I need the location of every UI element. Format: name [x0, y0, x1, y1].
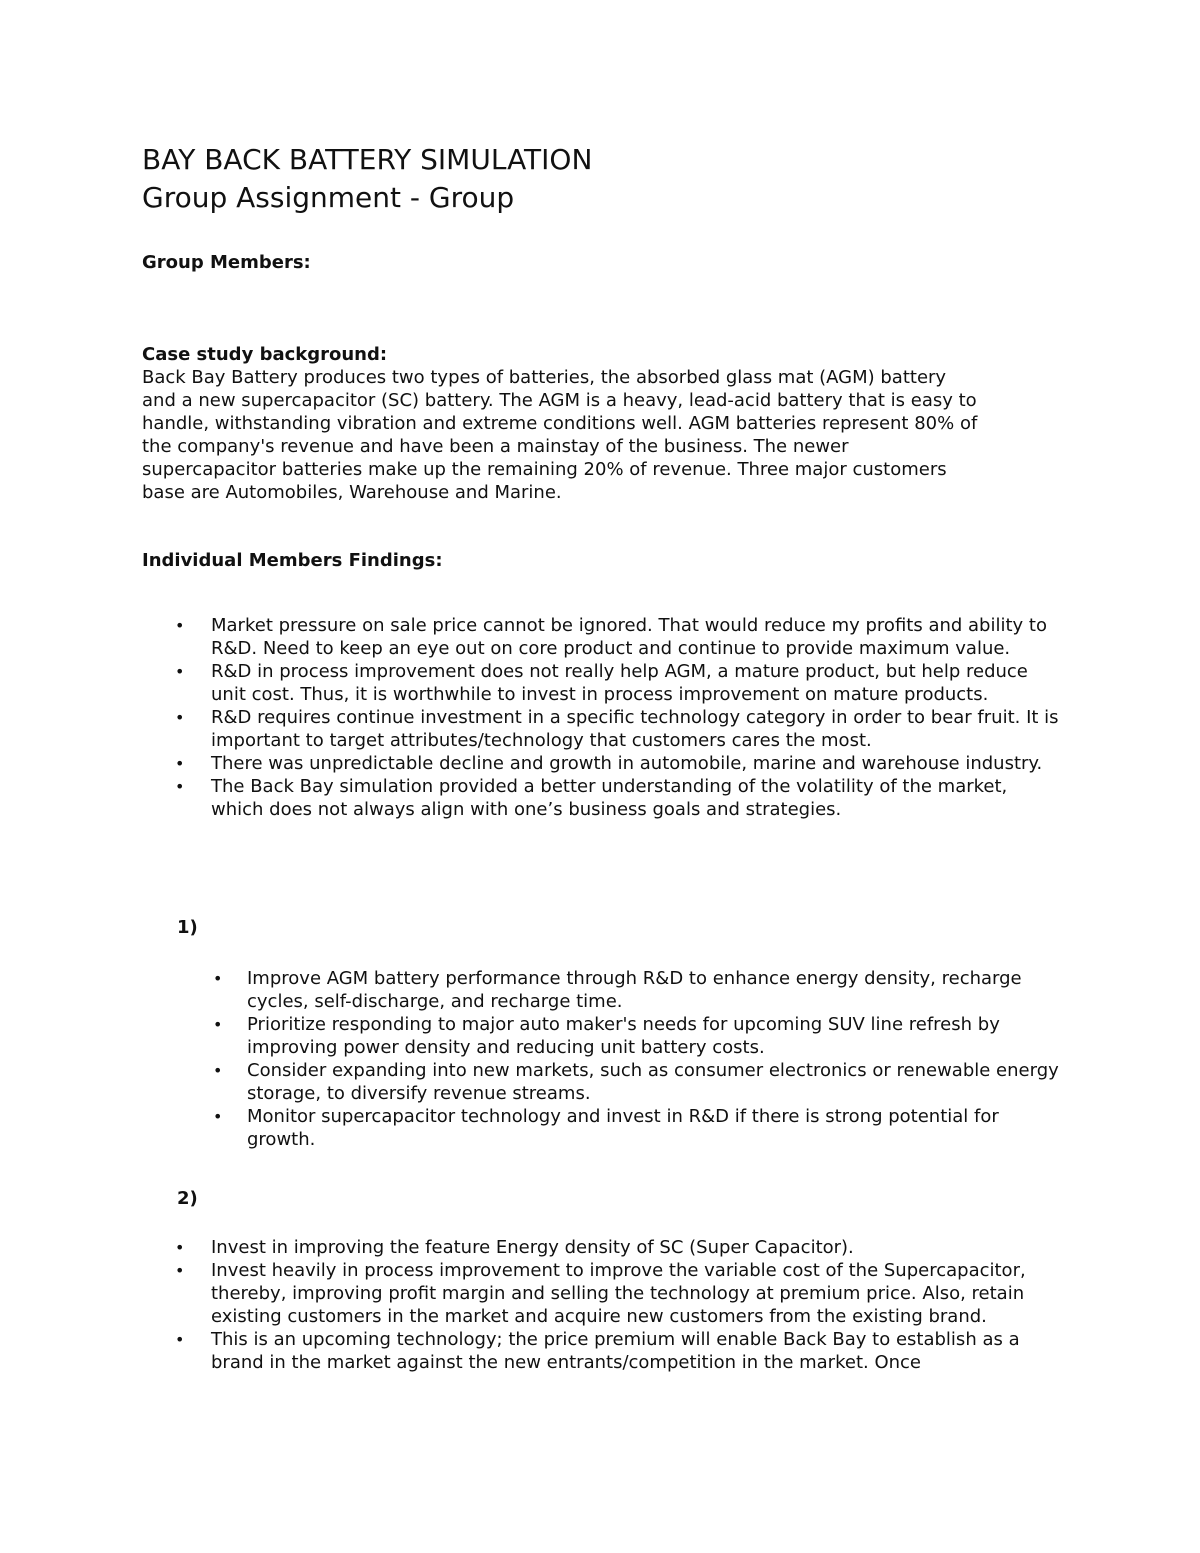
- list-item: [175, 1236, 1061, 1259]
- case-study-paragraph: [142, 366, 1062, 504]
- section-2-list: [175, 1236, 1061, 1374]
- list-item-text: Invest in improving the feature Energy density of SC (Super Capacitor).: [211, 1237, 854, 1258]
- list-item-text: R&D in process improvement does not really help AGM, a mature product, but help reduce unit cost. Thus, it is worthwhile to invest in process improvement on mature products.: [211, 661, 1028, 705]
- list-item-text: Market pressure on sale price cannot be ignored. That would reduce my profits and ability to R&D. Need to keep an eye out on core product and continue to provide maximum value.: [211, 615, 1047, 659]
- findings-heading: Individual Members Findings:: [142, 550, 443, 571]
- document-title: BAY BACK BATTERY SIMULATION: [142, 143, 593, 176]
- list-item-text: There was unpredictable decline and growth in automobile, marine and warehouse industry.: [211, 753, 1043, 774]
- bullet-icon: •: [175, 662, 185, 681]
- bullet-icon: •: [175, 1330, 185, 1349]
- list-item: [175, 660, 1061, 706]
- case-study-heading: Case study background:: [142, 344, 388, 365]
- list-item-text: The Back Bay simulation provided a better understanding of the volatility of the market, which does not always align with one’s business goals and strategies.: [211, 776, 1008, 820]
- list-item-text: Improve AGM battery performance through R&D to enhance energy density, recharge cycles, self-discharge, and recharge time.: [247, 968, 1022, 1012]
- bullet-icon: •: [213, 1107, 223, 1126]
- list-item-text: This is an upcoming technology; the price premium will enable Back Bay to establish as a brand in the market against the new entrants/competition in the market. Once: [211, 1329, 1020, 1373]
- list-item-text: R&D requires continue investment in a specific technology category in order to bear fruit. It is important to target attributes/technology that customers cares the most.: [211, 707, 1059, 751]
- list-item-text: Monitor supercapacitor technology and invest in R&D if there is strong potential for growth.: [247, 1106, 999, 1150]
- document-subtitle: Group Assignment - Group: [142, 181, 515, 214]
- list-item: [213, 1105, 1067, 1151]
- bullet-icon: •: [213, 1015, 223, 1034]
- list-item: [213, 1013, 1067, 1059]
- paragraph-line: supercapacitor batteries make up the remaining 20% of revenue. Three major customers: [142, 459, 947, 480]
- list-item-text: Invest heavily in process improvement to improve the variable cost of the Supercapacitor, thereby, improving profit margin and selling the technology at premium price. Also, retain existing customers in the market and acquire new customers from the existing brand.: [211, 1260, 1026, 1327]
- list-item: [175, 614, 1061, 660]
- paragraph-line: and a new supercapacitor (SC) battery. The AGM is a heavy, lead-acid battery that is easy to: [142, 390, 977, 411]
- bullet-icon: •: [213, 1061, 223, 1080]
- list-item: [175, 706, 1061, 752]
- bullet-icon: •: [175, 708, 185, 727]
- group-members-heading: Group Members:: [142, 252, 311, 273]
- bullet-icon: •: [175, 754, 185, 773]
- list-item: [213, 967, 1067, 1013]
- bullet-icon: •: [175, 616, 185, 635]
- list-item: [175, 1328, 1061, 1374]
- paragraph-line: Back Bay Battery produces two types of batteries, the absorbed glass mat (AGM) battery: [142, 367, 947, 388]
- findings-list: [175, 614, 1061, 821]
- list-item-text: Consider expanding into new markets, such as consumer electronics or renewable energy storage, to diversify revenue streams.: [247, 1060, 1059, 1104]
- bullet-icon: •: [175, 777, 185, 796]
- paragraph-line: base are Automobiles, Warehouse and Marine.: [142, 482, 562, 503]
- paragraph-line: handle, withstanding vibration and extreme conditions well. AGM batteries represent 80% of: [142, 413, 978, 434]
- section-1-heading: 1): [177, 917, 198, 938]
- list-item-text: Prioritize responding to major auto maker's needs for upcoming SUV line refresh by improving power density and reducing unit battery costs.: [247, 1014, 1000, 1058]
- bullet-icon: •: [213, 969, 223, 988]
- list-item: [175, 775, 1061, 821]
- section-2-heading: 2): [177, 1188, 198, 1209]
- list-item: [175, 1259, 1061, 1328]
- section-1-list: [213, 967, 1067, 1151]
- list-item: [213, 1059, 1067, 1105]
- bullet-icon: •: [175, 1238, 185, 1257]
- list-item: [175, 752, 1061, 775]
- paragraph-line: the company's revenue and have been a mainstay of the business. The newer: [142, 436, 849, 457]
- bullet-icon: •: [175, 1261, 185, 1280]
